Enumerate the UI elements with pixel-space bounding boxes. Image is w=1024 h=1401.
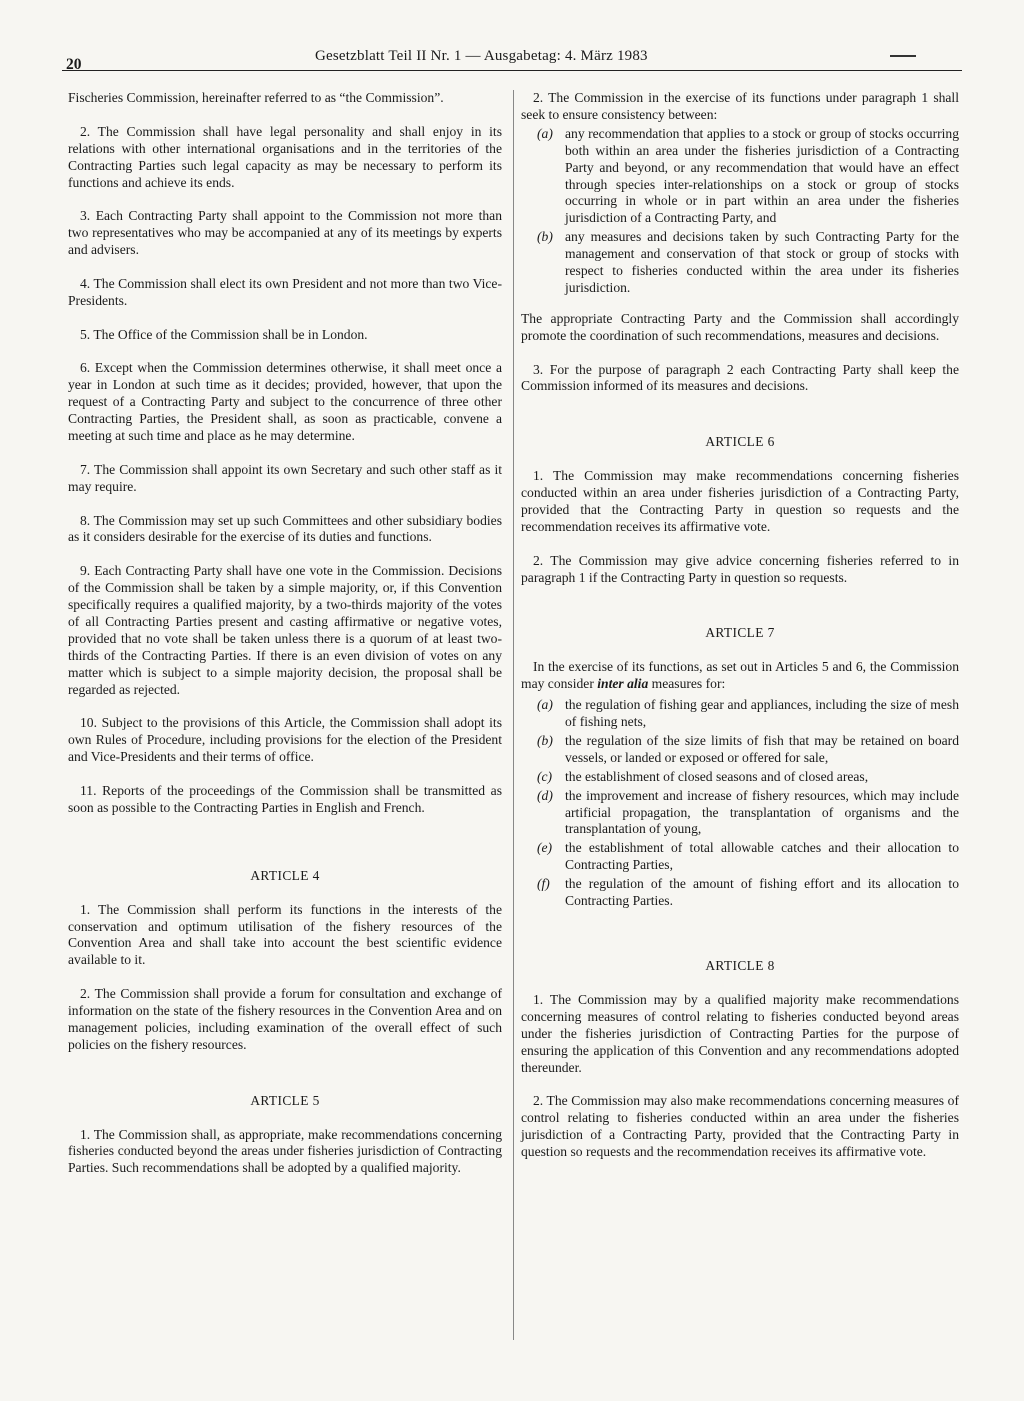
page-header	[62, 46, 962, 71]
paragraph-continuation: Fischeries Commission, hereinafter referred to as “the Commission”.	[68, 90, 444, 105]
article-7-heading: ARTICLE 7	[705, 625, 775, 641]
article-4-heading: ARTICLE 4	[250, 867, 320, 883]
list-item	[521, 788, 959, 839]
paragraph-3: 3. Each Contracting Party shall appoint to the Commission not more than two representatives who may be accompanied at any of its meetings by experts and advisers.	[68, 208, 502, 258]
list-item-text: the regulation of the amount of fishing effort and its allocation to Contracting Parties.	[565, 876, 959, 909]
list-item	[521, 126, 959, 227]
list-item	[521, 840, 959, 874]
article-6-paragraph-2: 2. The Commission may give advice concerning fisheries referred to in paragraph 1 if the Contracting Party in question so requests.	[521, 552, 959, 585]
list-item-text: the establishment of total allowable catches and their allocation to Contracting Parties,	[565, 840, 959, 873]
article-7-intro-emphasis: inter alia	[597, 676, 649, 692]
list-item	[521, 769, 959, 786]
list-item-text: the improvement and increase of fishery resources, which may include artificial propagation, the transplantation of organisms and the transplantation of young,	[565, 787, 959, 837]
running-title: Gesetzblatt Teil II Nr. 1 — Ausgabetag: 4. März 1983	[315, 48, 648, 64]
article-4-paragraph-2: 2. The Commission shall provide a forum for consultation and exchange of information on the state of the fishery resources in the Convention Area and on management policies, including examination of the overall effect of such policies on the fishery resources.	[68, 986, 502, 1052]
article-4-paragraph-1: 1. The Commission shall perform its functions in the interests of the conservation and optimum utilisation of the fishery resources of the Convention Area and shall take into account the best scientific evidence available to it.	[68, 901, 502, 968]
paragraph-9: 9. Each Contracting Party shall have one vote in the Commission. Decisions of the Commission shall be taken by a simple majority, or, if this Convention specifically requires a qualified majority, by a two-thirds majority of the votes of all Contracting Parties present and casting affirmative or negative votes, provided that no vote shall be taken unless there is a quorum of at least two-thirds of the Contracting Parties. If there is an even division of votes on any matter which is subject to a simple majority decision, the proposal shall be regarded as rejected.	[68, 563, 502, 697]
paragraph-5: 5. The Office of the Commission shall be in London.	[80, 326, 368, 342]
article-8-paragraph-1: 1. The Commission may by a qualified majority make recommendations concerning measures of control relating to fisheries conducted beyond areas under the fisheries jurisdiction of Contracting Parties for the purpose of ensuring the application of this Convention and any recommendations adopted thereunder.	[521, 991, 959, 1075]
paragraph-8: 8. The Commission may set up such Committees and other subsidiary bodies as it considers desirable for the exercise of its duties and functions.	[68, 512, 502, 545]
paragraph-6: 6. Except when the Commission determines otherwise, it shall meet once a year in London at such time as it decides; provided, however, that upon the request of a Contracting Party and subject to the concurrence of three other Contracting Parties, the President shall, as soon as practicable, convene a meeting at such time and place as he may determine.	[68, 360, 502, 444]
list-marker: (a)	[537, 697, 553, 713]
article-5-paragraph-3: 3. For the purpose of paragraph 2 each Contracting Party shall keep the Commission informed of its measures and decisions.	[521, 361, 959, 394]
list-item-text: the establishment of closed seasons and of closed areas,	[565, 768, 869, 784]
article-7-intro-end: measures for:	[648, 676, 726, 692]
article-8-heading: ARTICLE 8	[705, 958, 775, 973]
list-item	[521, 229, 959, 297]
list-marker: (d)	[537, 787, 553, 803]
paragraph-10: 10. Subject to the provisions of this Article, the Commission shall adopt its own Rules of Procedure, including provisions for the election of the President and Vice-Presidents and their terms of office.	[68, 715, 502, 765]
list-marker: (a)	[537, 125, 553, 141]
list-item-text: any recommendation that applies to a stock or group of stocks occurring both within an area under the fisheries jurisdiction of a Contracting Party and beyond, or any recommendation that would have an effect through species inter-relationships on a stock or group of stocks occurring in whole or in part within an area under the fisheries jurisdiction of a Contracting Party, and	[565, 125, 959, 226]
left-column	[68, 90, 502, 1194]
column-divider	[513, 90, 514, 1340]
article-6-heading: ARTICLE 6	[705, 434, 775, 450]
list-marker: (b)	[537, 732, 553, 748]
article-6-paragraph-1: 1. The Commission may make recommendations concerning fisheries conducted within an area under fisheries jurisdiction of a Contracting Party, provided that the Contracting Party in question so requests and the recommendation receives its affirmative vote.	[521, 468, 959, 534]
list-item-text: any measures and decisions taken by such Contracting Party for the management and conservation of that stock or group of stocks with respect to fisheries conducted within the area under its fisheries jurisdiction.	[565, 229, 959, 295]
page-number: 20	[66, 56, 82, 73]
paragraph-2: 2. The Commission shall have legal personality and shall enjoy in its relations with other international organisations and in the territories of the Contracting Parties such legal capacity as may be necessary to perform its functions and achieve its ends.	[68, 123, 502, 190]
paragraph-11: 11. Reports of the proceedings of the Commission shall be transmitted as soon as possible to the Contracting Parties in English and French.	[68, 783, 502, 815]
list-item-text: the regulation of fishing gear and appliances, including the size of mesh of fishing nets,	[565, 697, 959, 730]
paragraph-4: 4. The Commission shall elect its own President and not more than two Vice-Presidents.	[68, 275, 502, 308]
list-item-text: the regulation of the size limits of fish that may be retained on board vessels, or landed or exposed or offered for sale,	[565, 732, 959, 765]
article-5-heading: ARTICLE 5	[250, 1092, 320, 1108]
article-5-paragraph-2-close: The appropriate Contracting Party and the Commission shall accordingly promote the coordination of such recommendations, measures and decisions.	[521, 310, 959, 343]
article-5-paragraph-1: 1. The Commission shall, as appropriate, make recommendations concerning fisheries conducted beyond the areas under fisheries jurisdiction of Contracting Parties. Such recommendations shall be adopted by a qualified majority.	[68, 1126, 502, 1176]
list-item	[521, 876, 959, 910]
list-marker: (c)	[537, 768, 553, 784]
paragraph-7: 7. The Commission shall appoint its own Secretary and such other staff as it may require.	[68, 461, 502, 494]
header-dash	[890, 55, 916, 57]
list-marker: (e)	[537, 840, 553, 856]
list-marker: (f)	[537, 876, 550, 892]
article-5-paragraph-2: 2. The Commission in the exercise of its functions under paragraph 1 shall seek to ensure consistency between:	[521, 90, 959, 122]
article-7-intro-start: In the exercise of its functions, as set out in Articles 5 and 6, the Commission may consider	[521, 659, 959, 692]
article-8-paragraph-2: 2. The Commission may also make recommendations concerning measures of control relating to fisheries conducted within an area under the fisheries jurisdiction of a Contracting Party, provided that the Contracting Party in question so requests and the recommendation receives its affirmative vote.	[521, 1093, 959, 1160]
article-7-intro	[521, 659, 959, 693]
article-7-list	[521, 697, 959, 910]
list-marker: (b)	[537, 229, 553, 245]
list-item	[521, 733, 959, 767]
list-item	[521, 697, 959, 731]
article-5-list	[521, 126, 959, 297]
right-column	[521, 90, 959, 1178]
